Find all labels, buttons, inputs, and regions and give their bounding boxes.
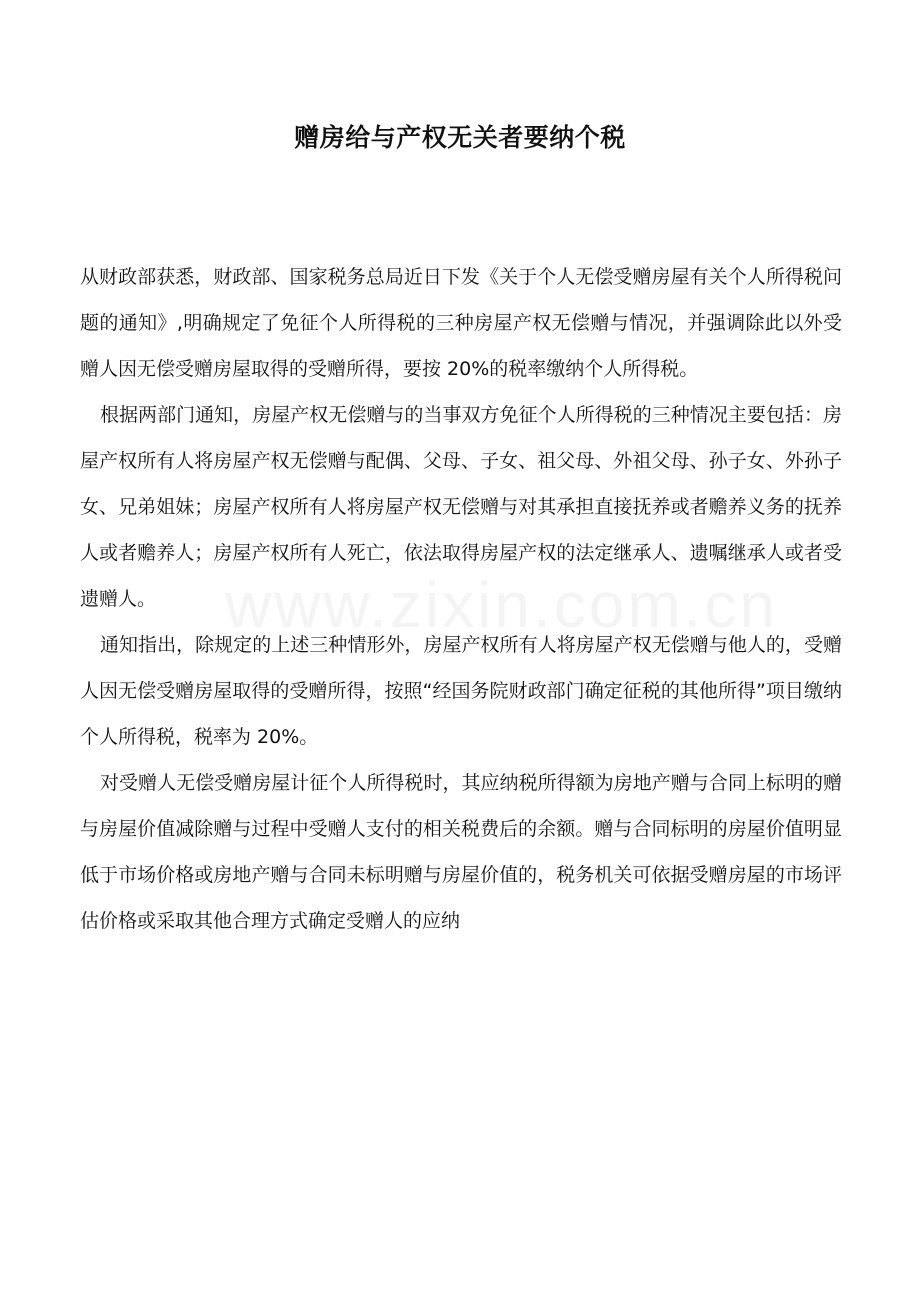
paragraph-4: 对受赠人无偿受赠房屋计征个人所得税时，其应纳税所得额为房地产赠与合同上标明的赠与房屋价值减除赠与过程中受赠人支付的相关税费后的余额。赠与合同标明的房屋价值明显低于市场价格或房地产赠与合同未标明赠与房屋价值的，税务机关可依据受赠房屋的市场评估价格或采取其他合理方式确定受赠人的应纳 xyxy=(80,772,842,932)
watermark-text: www.zixin.com.cn xyxy=(225,569,778,641)
document-body xyxy=(80,254,842,944)
paragraph-3: 通知指出，除规定的上述三种情形外，房屋产权所有人将房屋产权无偿赠与他人的，受赠人因无偿受赠房屋取得的受赠所得，按照“经国务院财政部门确定征税的其他所得”项目缴纳个人所得税，税率为 20%。 xyxy=(80,634,842,748)
paragraph-1: 从财政部获悉，财政部、国家税务总局近日下发《关于个人无偿受赠房屋有关个人所得税问题的通知》,明确规定了免征个人所得税的三种房屋产权无偿赠与情况，并强调除此以外受赠人因无偿受赠房屋取得的受赠所得，要按 20%的税率缴纳个人所得税。 xyxy=(80,266,842,380)
paragraph-2: 根据两部门通知，房屋产权无偿赠与的当事双方免征个人所得税的三种情况主要包括：房屋产权所有人将房屋产权无偿赠与配偶、父母、子女、祖父母、外祖父母、孙子女、外孙子女、兄弟姐妹；房屋产权所有人将房屋产权无偿赠与对其承担直接抚养或者赡养义务的抚养人或者赡养人；房屋产权所有人死亡，依法取得房屋产权的法定继承人、遗嘱继承人或者受遗赠人。 xyxy=(80,404,842,610)
document-title: 赠房给与产权无关者要纳个税 xyxy=(294,123,626,152)
